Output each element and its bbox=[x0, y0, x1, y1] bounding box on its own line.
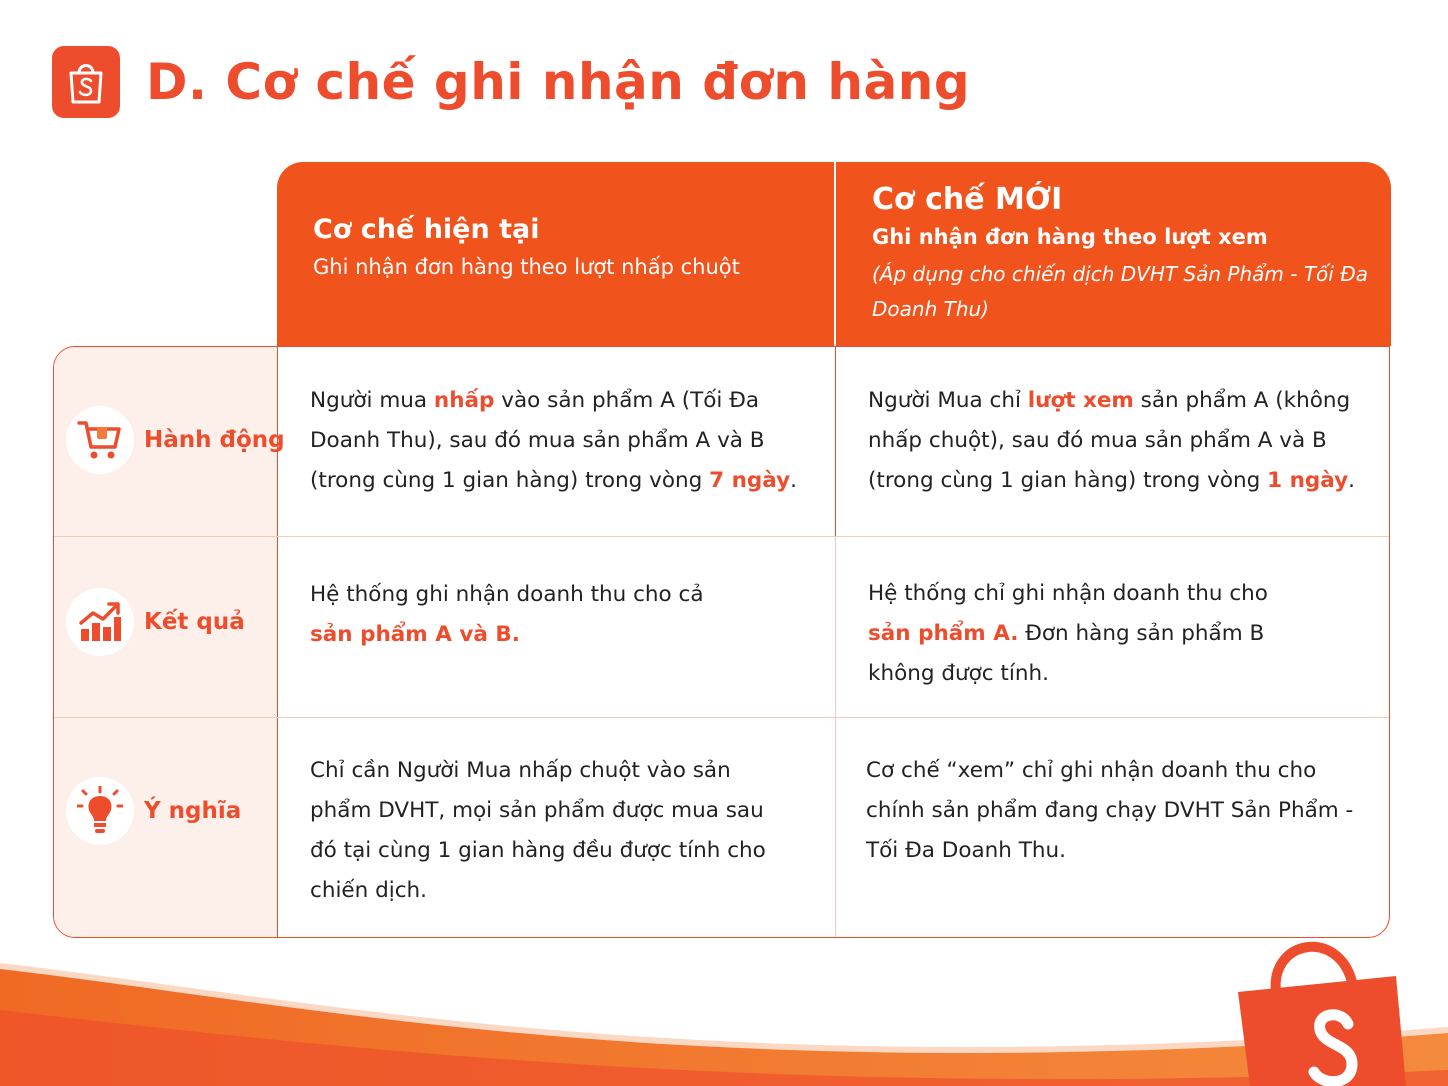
cell-result-current bbox=[310, 575, 750, 655]
cell-text: vào sản phẩm A (Tối Đa Doanh Thu), sau đó mua sản phẩm A và B (trong cùng 1 gian hàng) trong vòng bbox=[310, 388, 765, 493]
cell-action-current bbox=[310, 381, 810, 501]
cell-text: Người mua bbox=[310, 388, 434, 413]
row-label-meaning bbox=[66, 777, 241, 845]
divider bbox=[835, 347, 836, 537]
row-label-action bbox=[66, 406, 285, 474]
row-label-text: Kết quả bbox=[144, 609, 245, 635]
highlight-text: nhấp bbox=[433, 388, 495, 413]
growth-chart-icon bbox=[66, 588, 134, 656]
highlight-text: sản phẩm A và B. bbox=[310, 622, 520, 647]
cell-text: Cơ chế “xem” chỉ ghi nhận doanh thu cho chính sản phẩm đang chạy DVHT Sản Phẩm - Tối Đa Doanh Thu. bbox=[866, 758, 1354, 863]
cell-text: sản phẩm A (không nhấp chuột), sau đó mua sản phẩm A và B (trong cùng 1 gian hàng) trong vòng bbox=[868, 388, 1351, 493]
cell-meaning-new bbox=[866, 751, 1376, 871]
shopee-bag-icon bbox=[1228, 940, 1408, 1086]
divider bbox=[54, 536, 1389, 537]
cell-text: . bbox=[1348, 468, 1355, 493]
row-label-text: Hành động bbox=[144, 427, 285, 453]
column-note-new: (Áp dụng cho chiến dịch DVHT Sản Phẩm - Tối Đa Doanh Thu) bbox=[872, 262, 1368, 321]
row-label-text: Ý nghĩa bbox=[144, 798, 242, 824]
column-subtitle-current: Ghi nhận đơn hàng theo lượt nhấp chuột bbox=[313, 255, 740, 279]
header-divider bbox=[834, 162, 836, 346]
title-row bbox=[52, 44, 970, 120]
column-header-new bbox=[836, 162, 1391, 346]
column-title-current: Cơ chế hiện tại bbox=[313, 214, 540, 245]
divider bbox=[54, 717, 1389, 718]
column-title-new: Cơ chế MỚI bbox=[872, 182, 1063, 217]
column-header-current bbox=[277, 162, 834, 346]
highlight-text: 1 ngày bbox=[1267, 468, 1349, 493]
shopping-cart-icon bbox=[66, 406, 134, 474]
cell-meaning-current bbox=[310, 751, 790, 911]
highlight-text: 7 ngày bbox=[709, 468, 791, 493]
divider bbox=[835, 537, 836, 938]
lightbulb-icon bbox=[66, 777, 134, 845]
cell-action-new bbox=[868, 381, 1373, 501]
comparison-table bbox=[53, 346, 1390, 938]
highlight-text: lượt xem bbox=[1027, 388, 1134, 413]
cell-text: Chỉ cần Người Mua nhấp chuột vào sản phẩm DVHT, mọi sản phẩm được mua sau đó tại cùng 1 gian hàng đều được tính cho chiến dịch. bbox=[310, 758, 766, 903]
cell-text: Hệ thống ghi nhận doanh thu cho cả bbox=[310, 582, 704, 607]
column-subtitle-new: Ghi nhận đơn hàng theo lượt xem bbox=[872, 225, 1268, 249]
cell-text: Hệ thống chỉ ghi nhận doanh thu cho bbox=[868, 581, 1268, 606]
highlight-text: sản phẩm A. bbox=[868, 621, 1019, 646]
shopee-logo-icon bbox=[52, 46, 120, 118]
row-label-result bbox=[66, 588, 245, 656]
cell-result-new bbox=[868, 574, 1308, 694]
page-title: D. Cơ chế ghi nhận đơn hàng bbox=[146, 53, 971, 111]
cell-text: . bbox=[790, 468, 797, 493]
cell-text: Đơn hàng sản phẩm B không được tính. bbox=[868, 621, 1265, 686]
cell-text: Người Mua chỉ bbox=[868, 388, 1028, 413]
